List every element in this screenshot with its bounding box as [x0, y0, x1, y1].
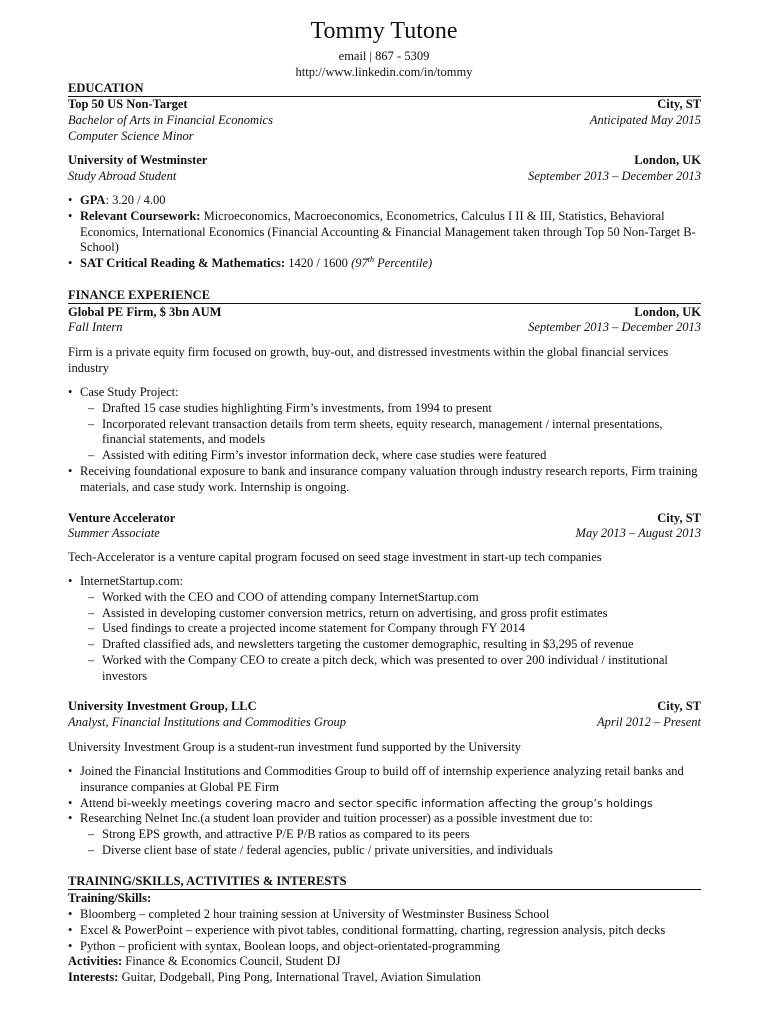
- interests-row: [68, 970, 701, 986]
- school1-header: [68, 97, 701, 112]
- job3-sublist: [80, 827, 701, 859]
- gpa-label: GPA: [80, 193, 106, 207]
- list-item: – Diverse client base of state / federal agencies, public / private universities, and individuals: [80, 843, 701, 859]
- coursework-text: Microeconomics, Macroeconomics, Econometrics, Calculus I II & III, Statistics, Behavioral Economics, International Economics (Financial Accounting & Financial Management taken through Top 50 Non-Target B-School): [80, 208, 696, 255]
- list-item: [68, 209, 701, 256]
- sat-percentile-sup: th: [367, 255, 374, 265]
- education-bullets: [68, 193, 701, 272]
- job1-description: Firm is a private equity firm focused on growth, buy-out, and distressed investments within the global financial services industry: [68, 345, 669, 375]
- skills-label: Training/Skills:: [68, 891, 152, 905]
- section-education-title: EDUCATION: [68, 81, 701, 97]
- sat-percentile-open: (97: [351, 256, 368, 271]
- school2-role: Study Abroad Student: [68, 169, 177, 183]
- job3-date: April 2012 – Present: [596, 715, 701, 729]
- job3-bullet2-b: meetings covering macro and sector specific information affecting the group’s holdings: [170, 796, 653, 810]
- skills-list: [68, 907, 701, 954]
- job2-role-row: [68, 526, 701, 541]
- job1-role-row: [68, 320, 701, 335]
- school2-location: London, UK: [634, 153, 701, 167]
- interests-text: Guitar, Dodgeball, Ping Pong, International Travel, Aviation Simulation: [118, 970, 481, 984]
- job1-sublist: [80, 401, 701, 464]
- school2-date: September 2013 – December 2013: [528, 169, 701, 183]
- list-item: [68, 574, 701, 685]
- section-training-title: TRAINING/SKILLS, ACTIVITIES & INTERESTS: [68, 874, 701, 890]
- list-item: • Bloomberg – completed 2 hour training session at University of Westminster Business School: [68, 907, 701, 923]
- list-item: [68, 256, 701, 272]
- list-item: – Assisted with editing Firm’s investor information deck, where case studies were featured: [80, 448, 701, 464]
- list-item: – Incorporated relevant transaction details from term sheets, equity research, management / internal presentations, financial statements, and models: [80, 417, 701, 449]
- interests-label: Interests:: [68, 970, 119, 984]
- list-item: – Worked with the CEO and COO of attending company InternetStartup.com: [80, 590, 701, 606]
- school2-name: University of Westminster: [68, 153, 208, 167]
- job2-description: Tech-Accelerator is a venture capital program focused on seed stage investment in start-up tech companies: [68, 550, 602, 564]
- school1-degree-row: [68, 113, 701, 128]
- job2-date: May 2013 – August 2013: [575, 526, 701, 540]
- list-item: [68, 796, 701, 812]
- school1-date: Anticipated May 2015: [589, 113, 701, 127]
- activities-label: Activities:: [68, 954, 123, 968]
- list-item: – Assisted in developing customer conversion metrics, return on advertising, and gross profit estimates: [80, 606, 701, 622]
- list-item: • Receiving foundational exposure to bank and insurance company valuation through industry research reports, Firm training materials, and case study work. Internship is ongoing.: [68, 464, 701, 496]
- job2-firm: Venture Accelerator: [68, 511, 176, 525]
- school2-header: [68, 153, 701, 168]
- email-text: email: [338, 49, 367, 63]
- job1-role: Fall Intern: [68, 320, 123, 334]
- job3-bullets: [68, 764, 701, 859]
- school1-name: Top 50 US Non-Target: [68, 97, 188, 111]
- activities-text: Finance & Economics Council, Student DJ: [122, 954, 341, 968]
- activities-row: [68, 954, 701, 970]
- job1-location: London, UK: [634, 305, 701, 319]
- phone-text: 867 - 5309: [375, 49, 430, 63]
- list-item: [68, 193, 701, 209]
- gpa-value: : 3.20 / 4.00: [105, 193, 166, 207]
- list-item: [68, 811, 701, 858]
- list-item: – Used findings to create a projected income statement for Company through FY 2014: [80, 621, 701, 637]
- job2-sublist: [80, 590, 701, 685]
- sat-score: 1420 / 1600: [285, 256, 352, 271]
- list-item: – Drafted 15 case studies highlighting Firm’s investments, from 1994 to present: [80, 401, 701, 417]
- job3-firm: University Investment Group, LLC: [68, 699, 257, 713]
- job2-header: [68, 511, 701, 526]
- list-item: – Drafted classified ads, and newsletters targeting the customer demographic, resulting in $3,295 of revenue: [80, 637, 701, 653]
- school2-role-row: [68, 169, 701, 184]
- school1-location: City, ST: [657, 97, 701, 111]
- school1-degree: Bachelor of Arts in Financial Economics: [68, 113, 273, 127]
- job3-role-row: [68, 715, 701, 730]
- list-item: • Joined the Financial Institutions and Commodities Group to build off of internship experience analyzing retail banks and insurance companies at Global PE Firm: [68, 764, 701, 796]
- sat-percentile-close: Percentile): [373, 256, 433, 271]
- job3-bullet2-a: Attend bi-weekly: [80, 795, 171, 810]
- candidate-name: Tommy Tutone: [310, 18, 458, 44]
- list-item: – Worked with the Company CEO to create a pitch deck, which was presented to over 200 individual / institutional investors: [80, 653, 701, 685]
- job1-bullet1: Case Study Project:: [80, 385, 179, 399]
- job3-description: University Investment Group is a student-run investment fund supported by the University: [68, 740, 522, 754]
- job1-firm: Global PE Firm, $ 3bn AUM: [68, 305, 222, 319]
- list-item: – Strong EPS growth, and attractive P/E P/B ratios as compared to its peers: [80, 827, 701, 843]
- linkedin-link[interactable]: http://www.linkedin.com/in/tommy: [295, 65, 473, 79]
- job2-bullet1: InternetStartup.com:: [80, 574, 184, 588]
- sat-label: SAT Critical Reading & Mathematics:: [80, 256, 286, 271]
- job1-date: September 2013 – December 2013: [528, 320, 701, 334]
- job3-bullet3: Researching Nelnet Inc.(a student loan provider and tuition processer) as a possible investment due to:: [80, 811, 593, 826]
- contact-line: [0, 49, 768, 64]
- job3-location: City, ST: [657, 699, 701, 713]
- school1-minor-row: [68, 129, 701, 144]
- school1-minor: Computer Science Minor: [68, 129, 194, 143]
- list-item: • Excel & PowerPoint – experience with pivot tables, conditional formatting, charting, regression analysis, pitch decks: [68, 923, 701, 939]
- job1-bullets: [68, 385, 701, 496]
- job2-bullets: [68, 574, 701, 685]
- section-finance-title: FINANCE EXPERIENCE: [68, 288, 701, 304]
- job1-header: [68, 305, 701, 320]
- job3-role: Analyst, Financial Institutions and Commodities Group: [68, 715, 347, 729]
- job2-location: City, ST: [657, 511, 701, 525]
- coursework-label: Relevant Coursework:: [80, 208, 201, 223]
- job3-header: [68, 699, 701, 714]
- list-item: [68, 385, 701, 464]
- list-item: • Python – proficient with syntax, Boolean loops, and object-orientated-programming: [68, 939, 701, 955]
- job2-role: Summer Associate: [68, 526, 160, 540]
- separator: |: [369, 49, 373, 63]
